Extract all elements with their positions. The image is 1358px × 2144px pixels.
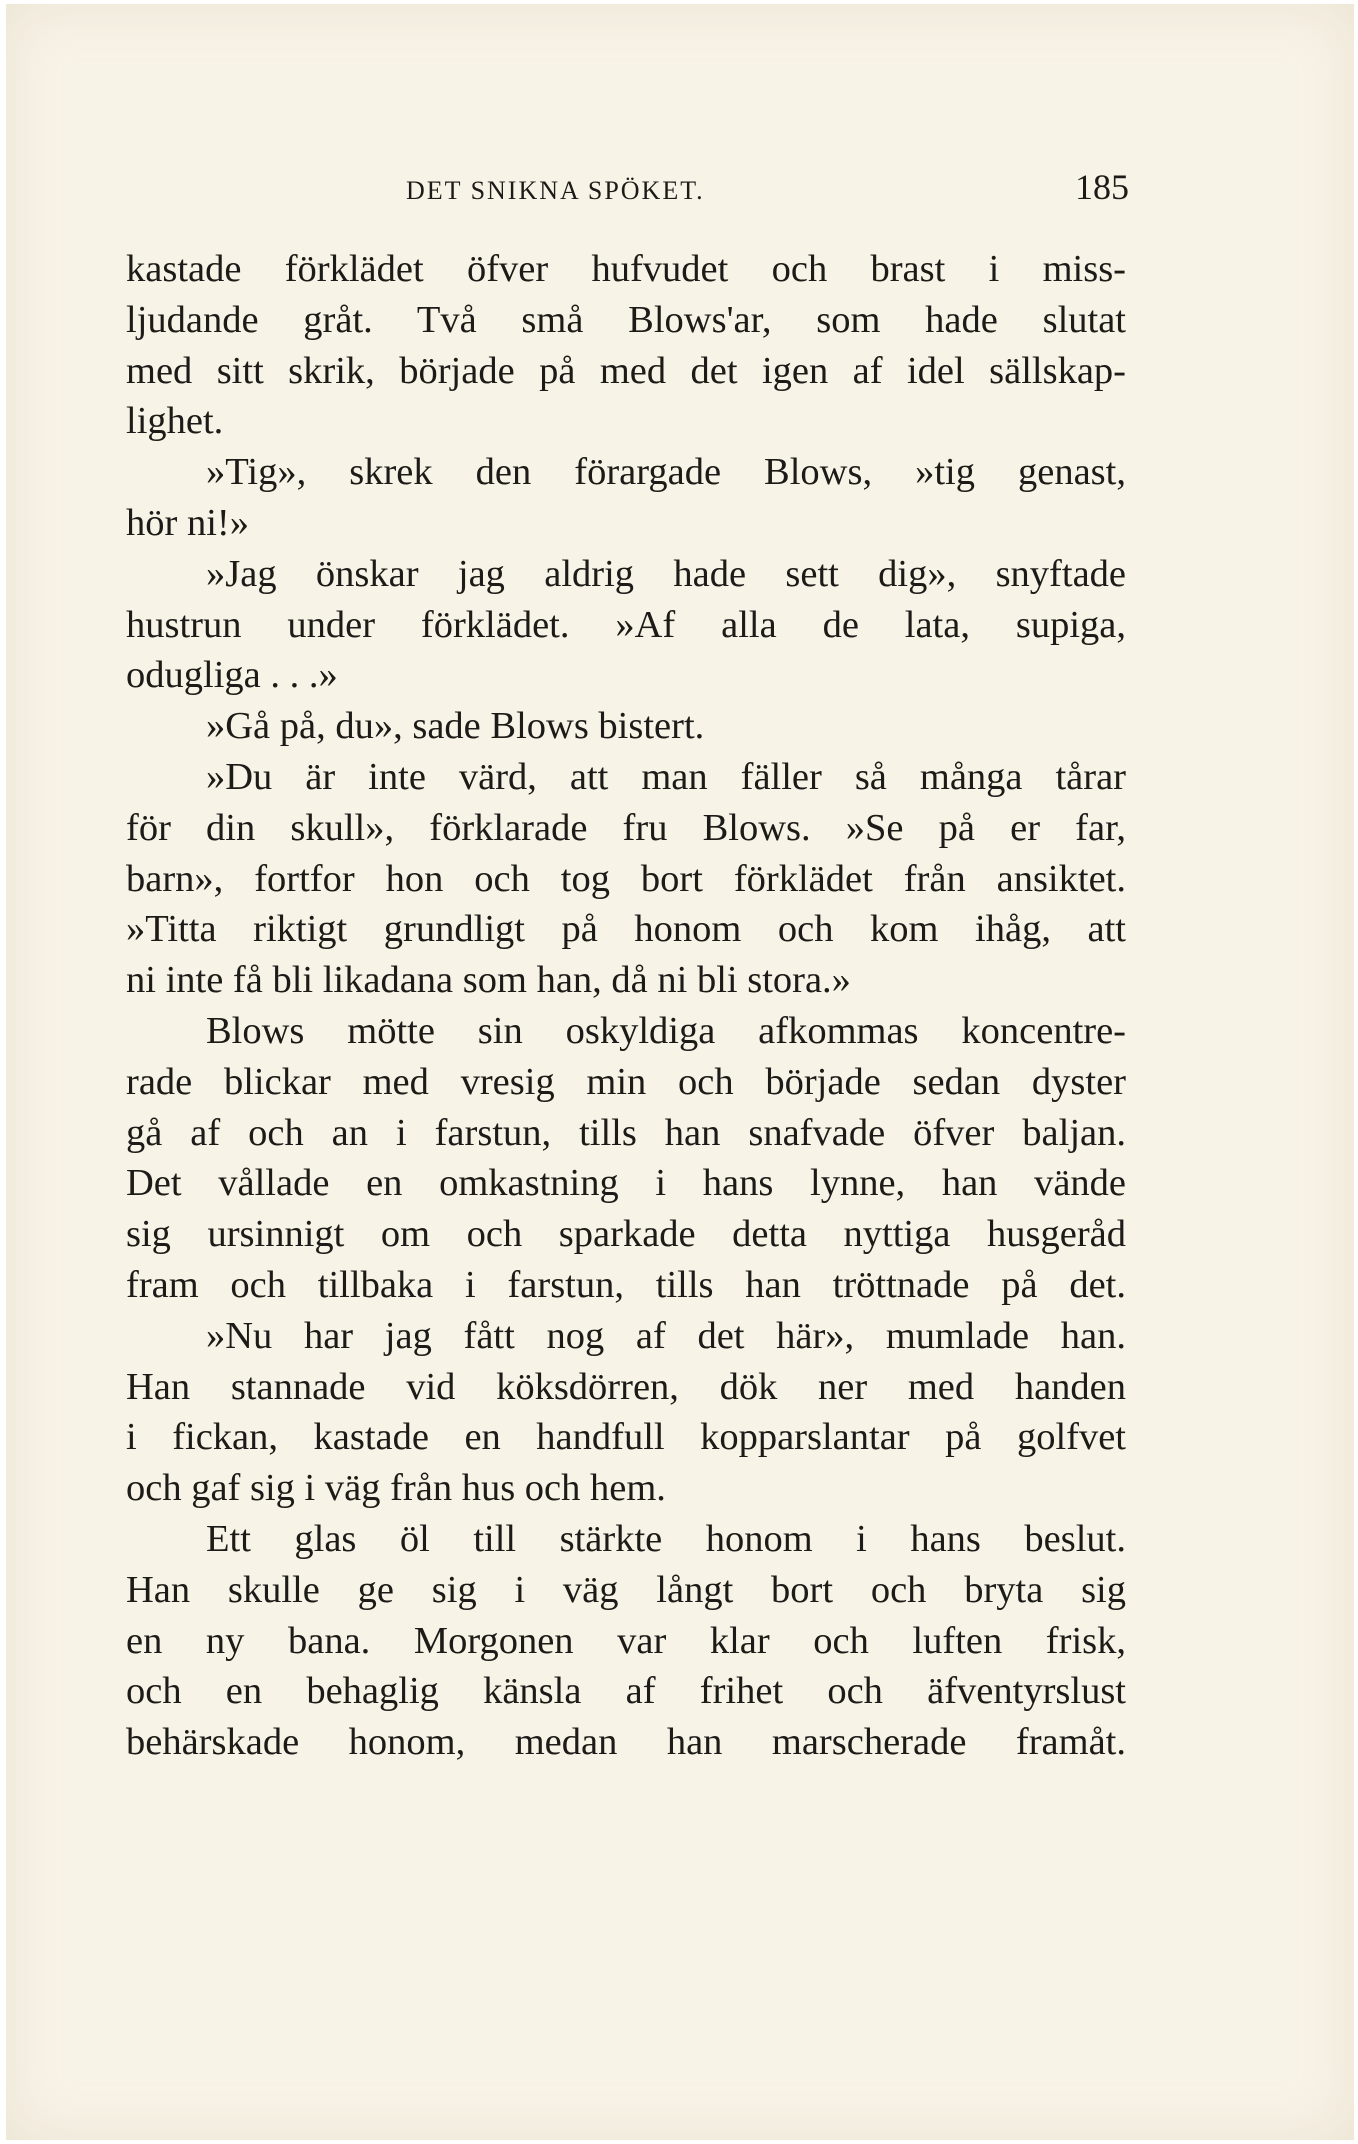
text-line: Det vållade en omkastning i hans lynne, han vände [126,1162,1126,1205]
text-line: kastade förklädet öfver hufvudet och brast i miss- [126,248,1126,290]
text-line: fram och tillbaka i farstun, tills han tröttnade på det. [126,1263,1126,1306]
text-line: hör ni!» [126,501,249,544]
text-line: Blows mötte sin oskyldiga afkommas koncentre- [206,1009,1126,1052]
text-line: för din skull», förklarade fru Blows. »Se på er far, [126,806,1126,849]
text-line: »Nu har jag fått nog af det här», mumlade han. [206,1314,1126,1357]
text-line: »Jag önskar jag aldrig hade sett dig», snyftade [206,552,1126,595]
text-line: »Gå på, du», sade Blows bistert. [206,705,705,748]
page-header [126,164,1129,214]
text-line: »Du är inte värd, att man fäller så många tårar [206,755,1126,798]
text-line: med sitt skrik, började på med det igen af idel sällskap- [126,349,1126,392]
text-line: Han skulle ge sig i väg långt bort och bryta sig [126,1568,1126,1611]
text-line: behärskade honom, medan han marscherade framåt. [126,1721,1126,1764]
text-line: odugliga . . .» [126,654,338,697]
text-line: Ett glas öl till stärkte honom i hans beslut. [206,1517,1126,1560]
text-line: ljudande gråt. Två små Blows'ar, som hade slutat [126,298,1126,341]
page-number: 185 [1075,167,1129,207]
text-line: och en behaglig känsla af frihet och äfventyrslust [126,1670,1126,1713]
text-line: »Tig», skrek den förargade Blows, »tig genast, [206,451,1126,494]
text-line: barn», fortfor hon och tog bort förklädet från ansiktet. [126,857,1126,900]
text-line: i fickan, kastade en handfull kopparslantar på golfvet [126,1416,1126,1459]
text-line: rade blickar med vresig min och började sedan dyster [126,1060,1126,1103]
body-text [126,244,1126,1768]
text-line: en ny bana. Morgonen var klar och luften frisk, [126,1619,1126,1662]
text-line: »Titta riktigt grundligt på honom och kom ihåg, att [126,908,1126,951]
running-title: DET SNIKNA SPÖKET. [406,176,705,205]
text-line: hustrun under förklädet. »Af alla de lata, supiga, [126,603,1126,646]
text-line: och gaf sig i väg från hus och hem. [126,1467,666,1510]
text-line: sig ursinnigt om och sparkade detta nyttiga husgeråd [126,1213,1126,1256]
text-line: Han stannade vid köksdörren, dök ner med handen [126,1365,1126,1408]
text-line: lighet. [126,400,224,443]
text-line: ni inte få bli likadana som han, då ni bli stora.» [126,959,851,1002]
text-line: gå af och an i farstun, tills han snafvade öfver baljan. [126,1111,1126,1154]
book-page [6,4,1354,2140]
